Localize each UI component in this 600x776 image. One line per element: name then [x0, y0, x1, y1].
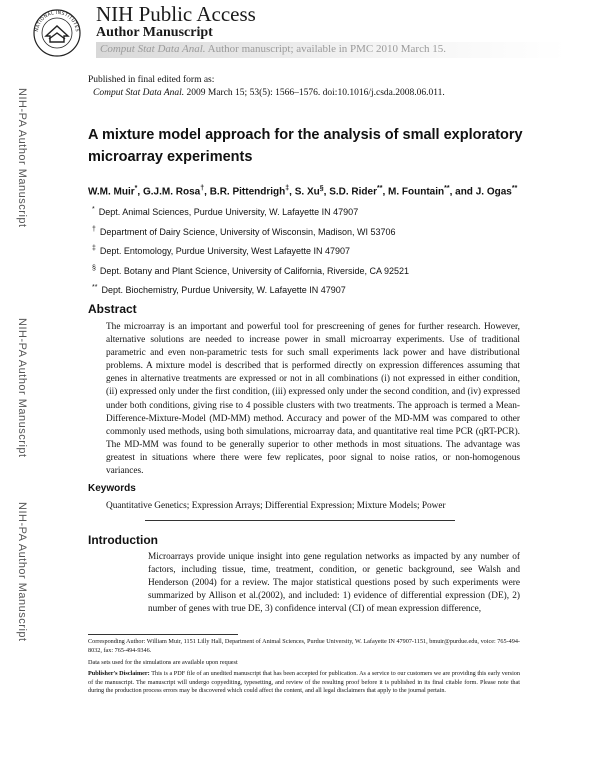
author-list: W.M. Muir*, G.J.M. Rosa†, B.R. Pittendrigh‡, S. Xu§, S.D. Rider**, M. Fountain**, and J. Ogas** [88, 185, 518, 198]
nih-seal-logo [32, 8, 82, 58]
seal-text: NATIONAL INSTITUTES [34, 10, 80, 33]
paper-title [88, 124, 528, 168]
paper-title-line1: A mixture model approach for the analysis of small exploratory [88, 127, 523, 143]
abstract-text: The microarray is an important and powerful tool for prescreening of genes for further research. However, alternative solutions are needed to increase power in small microarray experiments. Use of traditional parametric and even non-parametric tests for such small experiments lack power and have distributional problems. A mixture model is described that is performed directly on expression differences assuming that genes in alternative treatments are expressed or not in all combinations (i) not expressed in either condition, (ii) expressed only under the first condition, (iii) expressed only under the second condition, and (iv) expressed under both conditions, giving rise to 4 possible clusters with two treatments. The approach is termed a Mean-Difference-Mixture-Model (MD-MM) method. Accuracy and power of the MD-MM was compared to other commonly used methods, using both simulations, microarray data, and quantitative real time PCR (qRT-PCR). The MD-MM was found to be generally superior to other methods in most situations. The advantage was greatest in situations where there were few replicates, poor signal to noise ratios, or non-homogenous variances. [106, 322, 520, 477]
citation-journal: Comput Stat Data Anal. [93, 88, 185, 98]
publisher-disclaimer [88, 670, 520, 696]
citation-details: 2009 March 15; 53(5): 1566–1576. doi:10.1016/j.csda.2008.06.011. [184, 88, 445, 98]
affiliation: ** Dept. Biochemistry, Purdue University, W. Lafayette IN 47907 [92, 284, 346, 295]
disclaimer-label: Publisher's Disclaimer: [88, 670, 150, 677]
affiliation: § Dept. Botany and Plant Science, University of California, Riverside, CA 92521 [92, 264, 410, 276]
keywords-heading: Keywords [88, 483, 136, 494]
paper-title-line2: microarray experiments [88, 149, 253, 165]
author-name: M. Fountain [388, 186, 445, 198]
corresponding-author-note: Corresponding Author: William Muir, 1151 Lilly Hall, Department of Animal Sciences, Purdue University, W. Lafayette IN 47907-1151, bmuir@purdue.edu, voice: 765-494-8032, fax: 765-494-9346. [88, 638, 520, 654]
journal-header-availability: Author manuscript; available in PMC 2010 March 15. [205, 43, 446, 55]
affiliation-list [92, 206, 409, 304]
abstract-heading: Abstract [88, 302, 137, 316]
author-name: G.J.M. Rosa [142, 186, 201, 198]
affiliation: ‡ Dept. Entomology, Purdue University, West Lafayette IN 47907 [92, 245, 351, 256]
svg-text:NATIONAL INSTITUTES OF HEALTH [32, 8, 80, 34]
author-name: W.M. Muir [88, 186, 135, 198]
footnote-divider [88, 634, 238, 635]
nih-public-access-title: NIH Public Access [96, 2, 256, 26]
datasets-note: Data sets used for the simulations are available upon request [88, 659, 238, 666]
author-name: S.D. Rider [329, 186, 377, 198]
published-label: Published in final edited form as: [88, 75, 215, 85]
keywords-divider [145, 520, 455, 521]
introduction-text: Microarrays provide unique insight into gene regulation networks as impacted by any number of factors, including tissue, time, treatment, condition, or genetic background, see Walsh and Henderson (2004) for a review. The major statistical questions posed by such experiments were summarized by Allison et al.(2002), and included: 1) evidence of differential expression (DE), 2) number of genes with true DE, 3) confidence interval (CI) of mean expression difference, [148, 552, 520, 615]
introduction-heading: Introduction [88, 533, 158, 547]
author-manuscript-subtitle: Author Manuscript [96, 25, 213, 40]
keywords-text: Quantitative Genetics; Expression Arrays; Differential Expression; Mixture Models; Power [106, 501, 446, 511]
affiliation: † Department of Dairy Science, University of Wisconsin, Madison, WI 53706 [92, 225, 396, 237]
citation [93, 88, 445, 98]
journal-header-text [100, 43, 446, 55]
journal-header-name: Comput Stat Data Anal. [100, 43, 206, 55]
disclaimer-text: This is a PDF file of an unedited manuscript that has been accepted for publication. As a service to our customers we are providing this early version of the manuscript. The manuscript will undergo copyediting, typesetting, and review of the resulting proof before it is published in its final citable form. Please note that during the production process errors may be discovered which could affect the content, and all legal disclaimers that apply to the journal pertain. [88, 670, 520, 695]
author-name: B.R. Pittendrigh [209, 186, 286, 198]
author-name: S. Xu [294, 186, 320, 198]
author-name: J. Ogas [475, 186, 512, 198]
affiliation: * Dept. Animal Sciences, Purdue University, W. Lafayette IN 47907 [92, 206, 359, 217]
journal-header-bar [96, 42, 566, 62]
